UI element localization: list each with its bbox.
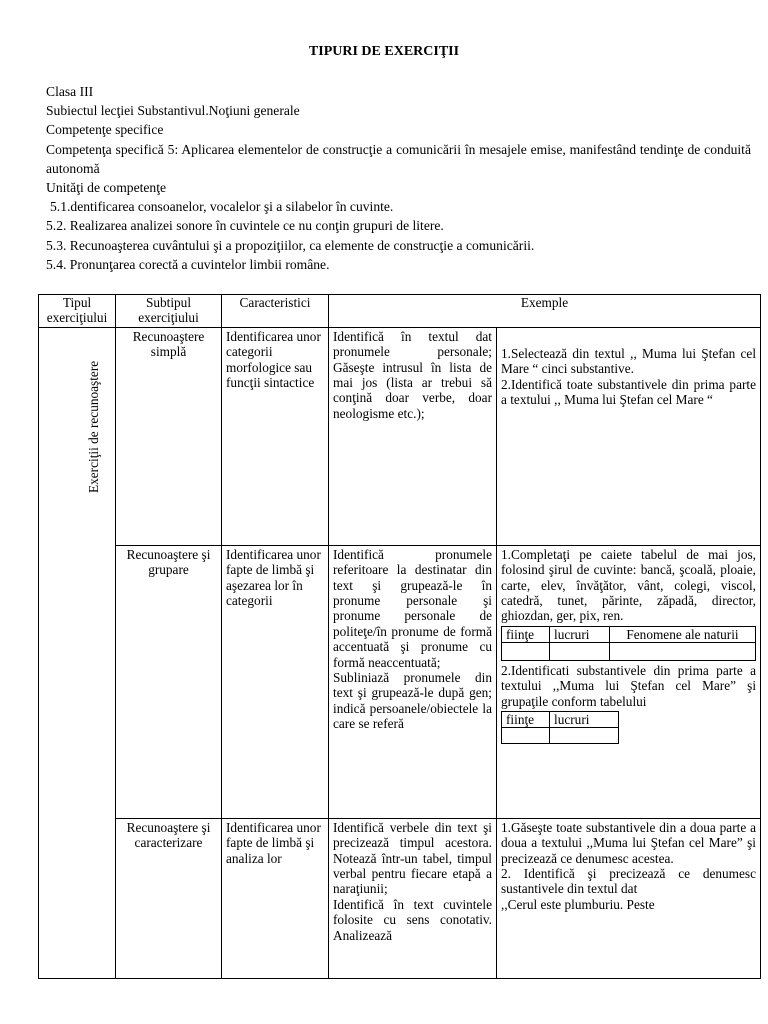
subtype-cell: Recunoaştere simplă (116, 327, 222, 545)
exercise-table (38, 294, 761, 979)
inner-cell (550, 728, 619, 744)
table-row (39, 818, 761, 978)
example-b-cell (497, 818, 761, 978)
example-b-cell (497, 545, 761, 818)
inner-cell (502, 642, 550, 660)
header-subtype: Subtipul exerciţiului (116, 295, 222, 328)
example-text: Identifică pronumele referitoare la destinatar din text şi grupează-le în pronume personale şi pronume personale de politeţe/în pronume de formă accentuată şi pronume cu formă neaccentuată; (333, 546, 492, 670)
example-text: 1.Selectează din textul ,, Muma lui Ştefan cel Mare “ cinci substantive. (501, 345, 757, 377)
inner-table-row (502, 642, 756, 660)
document-title: TIPURI DE EXERCIŢII (308, 44, 460, 59)
inner-cell: fiinţe (502, 712, 550, 728)
table-row (39, 545, 761, 818)
example-text: 1.Completaţi pe caiete tabelul de mai jos, folosind şirul de cuvinte: bancă, şcoală, ploaie, carte, elev, învăţător, vânt, colegi, viscol, catedră, tunet, părinte, zăpadă, director, ghiozdan, ger, pix, ren. (501, 546, 757, 624)
intro-line: Clasa III (46, 84, 94, 99)
example-text: 2.Identifică toate substantivele din prima parte a textului ,, Muma lui Ştefan cel Mare “ (501, 376, 757, 408)
intro-line: Subiectul lecţiei Substantivul.Noţiuni generale (46, 103, 300, 119)
intro-line: Competenţe specifice (46, 122, 164, 138)
header-examples: Exemple (329, 295, 761, 328)
inner-cell: Fenomene ale naturii (610, 626, 756, 642)
inner-cell: fiinţe (502, 626, 550, 642)
example-a-cell (329, 818, 497, 978)
characteristic-cell: Identificarea unor fapte de limbă şi analiza lor (222, 818, 329, 978)
example-text: Identifică verbele din text şi precizează timpul acestora. Notează într-un tabel, timpul verbal pentru fiecare etapă a naraţiunii; (333, 819, 492, 897)
table-row (39, 327, 761, 545)
intro-line: Unităţi de competenţe (46, 180, 167, 196)
type-label: Exerciţii de recunoaştere (86, 360, 101, 493)
example-a-cell (329, 545, 497, 818)
inner-table-row (502, 626, 756, 642)
example-text: 2.Identificati substantivele din prima parte a textului ,,Muma lui Ştefan cel Mare” şi grupaţile conform tabelului (501, 662, 757, 709)
example-a-cell: Identifică în textul dat pronumele personale; Găseşte intrusul în lista de mai jos (lista ar trebui să conţină doar verbe, doar neologisme etc.); (329, 327, 497, 545)
inner-cell: lucruri (550, 712, 619, 728)
example-text: Identifică în text cuvintele folosite cu sens conotativ. Analizează (333, 896, 492, 943)
intro-line: Competenţa specifică 5: Aplicarea elementelor de construcţie a comunicării în mesajele emise, manifestând tendinţe de conduită autonomă (46, 141, 751, 176)
example-text: 1.Găseşte toate substantivele din a doua parte a doua a textului ,,Muma lui Ştefan cel Mare” şi precizează ce denumesc acestea. (501, 819, 757, 866)
inner-cell (502, 728, 550, 744)
intro-block (46, 82, 751, 274)
example-text: Subliniază pronumele din text şi grupează-le după gen; indică persoanele/obiectele la care se referă (333, 670, 492, 732)
example-text: ,,Cerul este plumburiu. Peste (501, 896, 655, 912)
header-characteristics: Caracteristici (222, 295, 329, 328)
example-text: 2. Identifică şi precizează ce denumesc sustantivele din textul dat (501, 866, 757, 897)
classification-table (501, 626, 756, 661)
inner-table-row (502, 712, 619, 728)
example-b-cell (497, 327, 761, 545)
table-header-row (39, 295, 761, 328)
type-cell (39, 327, 116, 978)
intro-line: 5.3. Recunoaşterea cuvântului şi a propoziţiilor, ca elemente de construcţie a comunicării. (46, 237, 535, 253)
characteristic-cell: Identificarea unor categorii morfologice sau funcţii sintactice (222, 327, 329, 545)
intro-line: 5.1.dentificarea consoanelor, vocalelor şi a silabelor în cuvinte. (50, 199, 394, 215)
classification-table-2 (501, 711, 619, 744)
inner-cell: lucruri (550, 626, 610, 642)
inner-table-row (502, 728, 619, 744)
characteristic-cell: Identificarea unor fapte de limbă şi aşezarea lor în categorii (222, 545, 329, 818)
intro-line: 5.2. Realizarea analizei sonore în cuvintele ce nu conţin grupuri de litere. (46, 218, 444, 234)
subtype-cell: Recunoaştere şi caracterizare (116, 818, 222, 978)
subtype-cell: Recunoaştere şi grupare (116, 545, 222, 818)
header-type: Tipul exerciţiului (39, 295, 116, 328)
inner-cell (610, 642, 756, 660)
inner-cell (550, 642, 610, 660)
intro-line: 5.4. Pronunţarea corectă a cuvintelor limbii române. (46, 256, 330, 272)
